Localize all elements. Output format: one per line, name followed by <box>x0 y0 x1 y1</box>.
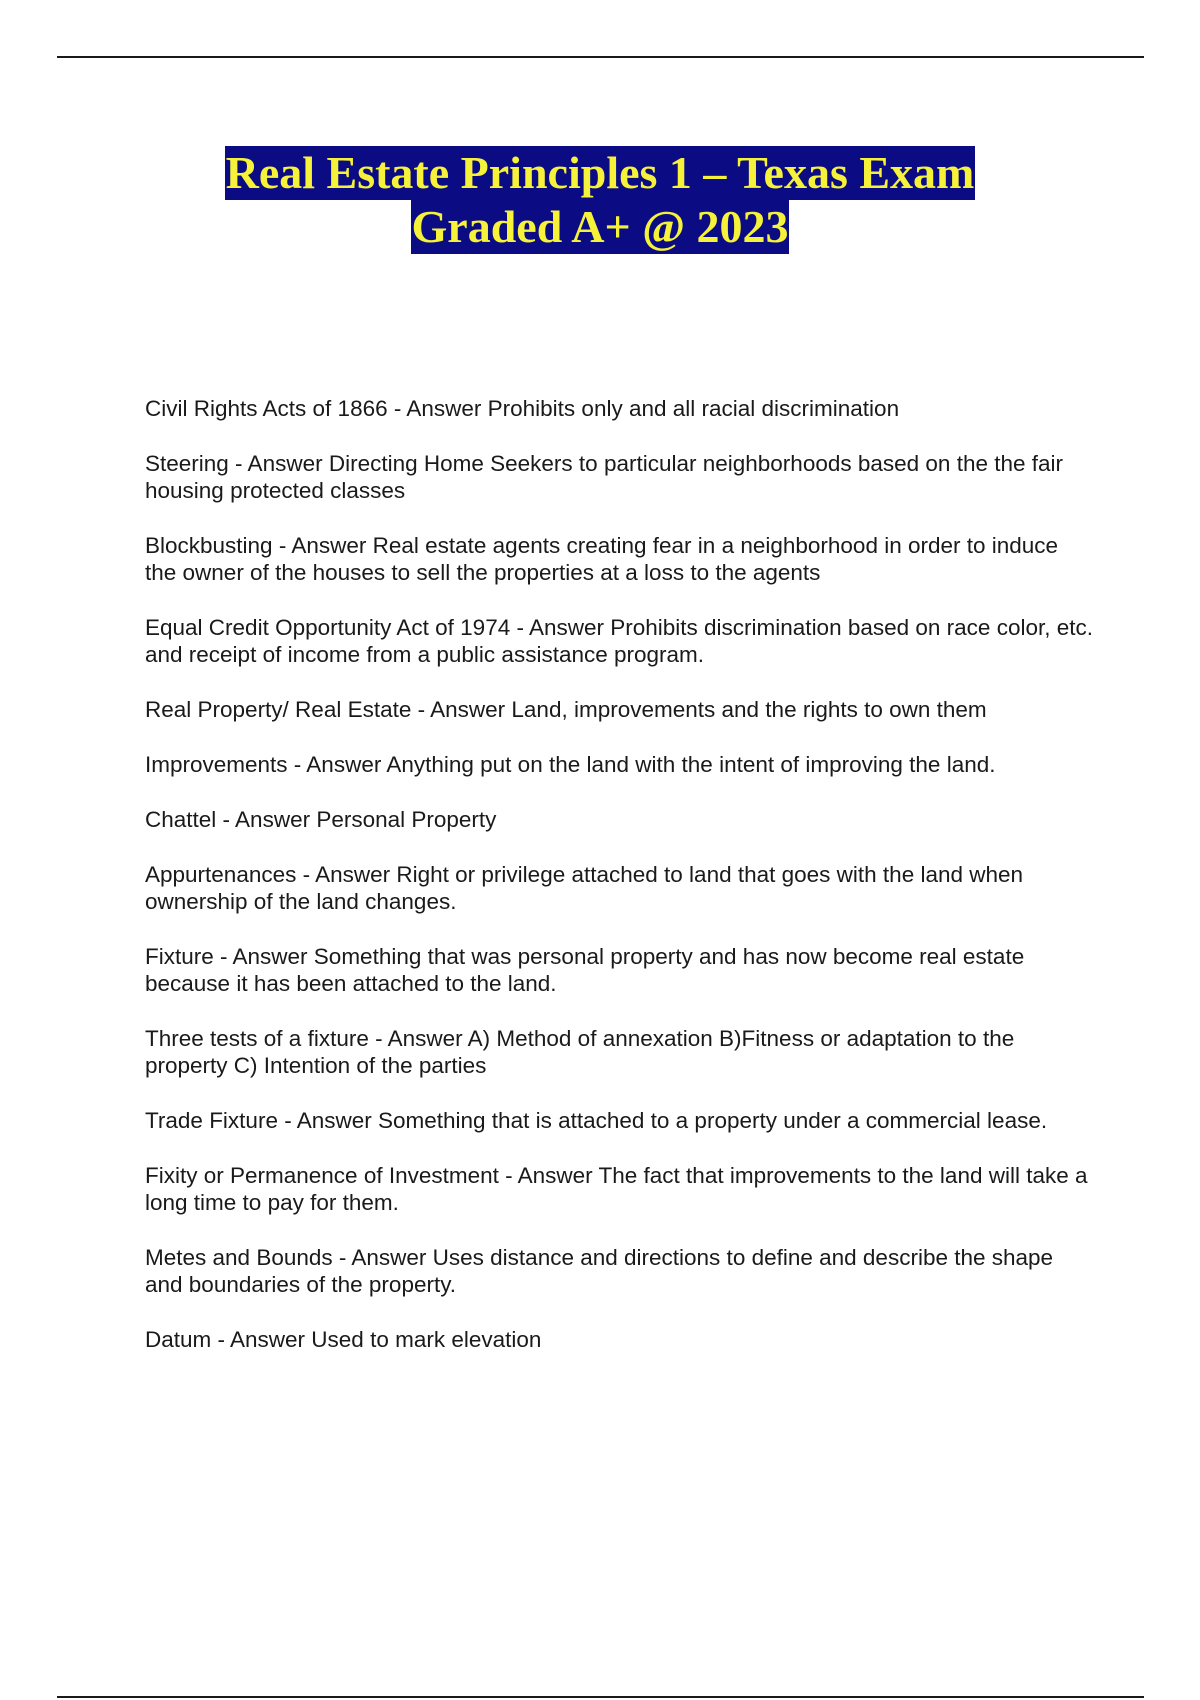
entry-civil-rights-act: Civil Rights Acts of 1866 - Answer Prohibits only and all racial discrimination <box>145 396 900 421</box>
entry-trade-fixture: Trade Fixture - Answer Something that is attached to a property under a commercial lease. <box>145 1108 1048 1133</box>
entry-steering: Steering - Answer Directing Home Seekers to particular neighborhoods based on the the fair housing protected classes <box>145 451 1064 503</box>
entry-list <box>145 395 1095 1381</box>
entry-fixity-of-investment: Fixity or Permanence of Investment - Answer The fact that improvements to the land will take a long time to pay for them. <box>145 1163 1088 1215</box>
entry-three-tests-of-fixture: Three tests of a fixture - Answer A) Method of annexation B)Fitness or adaptation to the property C) Intention of the parties <box>145 1026 1015 1078</box>
top-rule <box>57 56 1144 58</box>
entry-blockbusting: Blockbusting - Answer Real estate agents creating fear in a neighborhood in order to induce the owner of the houses to sell the properties at a loss to the agents <box>145 533 1059 585</box>
entry-fixture: Fixture - Answer Something that was personal property and has now become real estate because it has been attached to the land. <box>145 944 1025 996</box>
entry-metes-and-bounds: Metes and Bounds - Answer Uses distance and directions to define and describe the shape and boundaries of the property. <box>145 1245 1054 1297</box>
entry-chattel: Chattel - Answer Personal Property <box>145 807 497 832</box>
entry-improvements: Improvements - Answer Anything put on the land with the intent of improving the land. <box>145 752 996 777</box>
title-line-2: Graded A+ @ 2023 <box>411 201 789 252</box>
entry-real-property: Real Property/ Real Estate - Answer Land, improvements and the rights to own them <box>145 697 987 722</box>
entry-appurtenances: Appurtenances - Answer Right or privilege attached to land that goes with the land when ownership of the land changes. <box>145 862 1024 914</box>
entry-datum: Datum - Answer Used to mark elevation <box>145 1327 542 1352</box>
document-title <box>0 146 1200 254</box>
bottom-rule <box>57 1696 1144 1698</box>
entry-equal-credit-opportunity-act: Equal Credit Opportunity Act of 1974 - Answer Prohibits discrimination based on race color, etc. and receipt of income from a public assistance program. <box>145 615 1093 667</box>
title-line-1: Real Estate Principles 1 – Texas Exam <box>225 147 975 198</box>
